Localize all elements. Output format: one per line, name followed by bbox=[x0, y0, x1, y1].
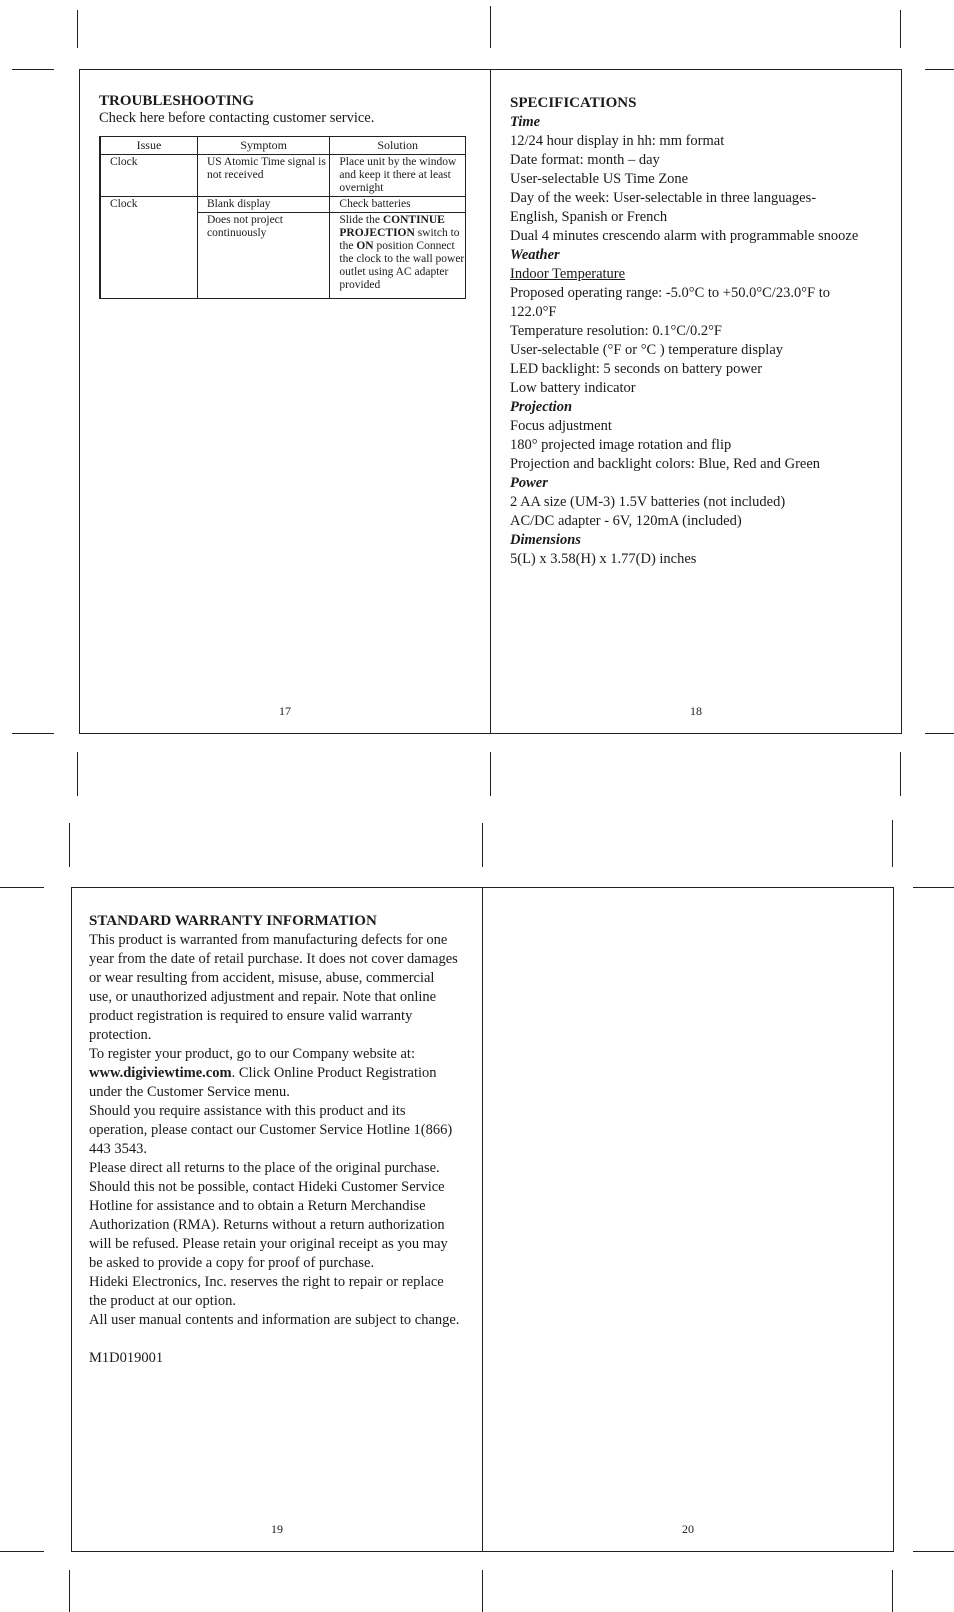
warranty-text: To register your product, go to our Company website at: bbox=[89, 1046, 415, 1062]
crop-mark bbox=[69, 823, 70, 867]
spec-line: Day of the week: User-selectable in three languages- bbox=[510, 190, 817, 206]
spec-line: 2 AA size (UM-3) 1.5V batteries (not included) bbox=[510, 494, 786, 510]
warranty-paragraph: This product is warranted from manufacturing defects for one year from the date of retail purchase. It does not cover damages or wear resulting from accident, misuse, abuse, commercial use, or unauthorized adjustment and repair. Note that online product registration is required to ensure valid warranty protection. bbox=[89, 932, 458, 1043]
crop-mark bbox=[900, 10, 901, 48]
crop-mark bbox=[482, 823, 483, 867]
page-number: 17 bbox=[279, 704, 291, 718]
spec-line: AC/DC adapter - 6V, 120mA (included) bbox=[510, 513, 742, 529]
crop-mark bbox=[490, 752, 491, 796]
table-row bbox=[100, 155, 466, 197]
crop-mark bbox=[892, 820, 893, 867]
page-17 bbox=[80, 70, 490, 733]
issue-cell: Clock bbox=[100, 197, 197, 213]
spec-subsection-indoor-temperature: Indoor Temperature bbox=[510, 266, 626, 282]
spec-line: 5(L) x 3.58(H) x 1.77(D) inches bbox=[510, 551, 697, 567]
spec-line: 12/24 hour display in hh: mm format bbox=[510, 133, 725, 149]
warranty-paragraph bbox=[89, 1045, 461, 1102]
spec-line: Temperature resolution: 0.1°C/0.2°F bbox=[510, 323, 722, 339]
crop-mark bbox=[482, 1570, 483, 1612]
table-row bbox=[100, 197, 466, 213]
warranty-text: . Click Online Product Registration under the Customer Service menu. bbox=[89, 1065, 437, 1100]
crop-mark bbox=[900, 752, 901, 796]
troubleshooting-heading: TROUBLESHOOTING bbox=[99, 93, 255, 109]
website-link[interactable]: www.digiviewtime.com bbox=[89, 1065, 232, 1081]
spec-section-time: Time bbox=[510, 114, 541, 130]
crop-mark bbox=[0, 1551, 44, 1552]
table-header-row bbox=[100, 137, 466, 155]
page-18 bbox=[491, 70, 901, 733]
column-header-symptom: Symptom bbox=[197, 137, 329, 155]
spec-line: User-selectable (°F or °C ) temperature display bbox=[510, 342, 784, 358]
solution-cell: Check batteries bbox=[330, 197, 466, 213]
spec-section-dimensions: Dimensions bbox=[510, 532, 581, 548]
crop-mark bbox=[0, 887, 44, 888]
crop-mark bbox=[913, 887, 954, 888]
symptom-cell: Does not project continuously bbox=[197, 213, 329, 299]
specifications-heading: SPECIFICATIONS bbox=[510, 95, 637, 111]
spec-line: 180° projected image rotation and flip bbox=[510, 437, 732, 453]
solution-text: position Connect the clock to the wall power outlet using AC adapter provided bbox=[339, 240, 465, 291]
spec-line: Date format: month – day bbox=[510, 152, 660, 168]
crop-mark bbox=[77, 10, 78, 48]
spec-line: 122.0°F bbox=[510, 304, 557, 320]
solution-switch-name: CONTINUE PROJECTION bbox=[339, 214, 445, 239]
crop-mark bbox=[913, 1551, 954, 1552]
issue-cell: Clock bbox=[100, 155, 197, 197]
troubleshooting-intro: Check here before contacting customer service. bbox=[99, 110, 375, 126]
page-number: 20 bbox=[682, 1522, 694, 1536]
spec-line: LED backlight: 5 seconds on battery power bbox=[510, 361, 763, 377]
solution-text: Slide the bbox=[339, 214, 383, 226]
spec-line: English, Spanish or French bbox=[510, 209, 668, 225]
solution-switch-position: ON bbox=[356, 240, 374, 252]
spec-line: Projection and backlight colors: Blue, Red and Green bbox=[510, 456, 821, 472]
spec-section-projection: Projection bbox=[510, 399, 573, 415]
column-header-issue: Issue bbox=[100, 137, 197, 155]
solution-cell bbox=[330, 213, 466, 299]
crop-mark bbox=[12, 69, 54, 70]
symptom-cell: Blank display bbox=[197, 197, 329, 213]
crop-mark bbox=[925, 69, 954, 70]
spec-line: Proposed operating range: -5.0°C to +50.0°C/23.0°F to bbox=[510, 285, 830, 301]
issue-cell bbox=[100, 213, 197, 299]
spec-section-power: Power bbox=[510, 475, 548, 491]
solution-text: switch to the bbox=[339, 227, 460, 252]
column-header-solution: Solution bbox=[330, 137, 466, 155]
spec-line: Dual 4 minutes crescendo alarm with programmable snooze bbox=[510, 228, 859, 244]
crop-mark bbox=[69, 1570, 70, 1612]
warranty-paragraph: Should you require assistance with this product and its operation, please contact our Customer Service Hotline 1(866) 443 3543. bbox=[89, 1103, 453, 1157]
page-19 bbox=[72, 888, 482, 1551]
sheet-bottom bbox=[71, 887, 894, 1552]
model-code: M1D019001 bbox=[89, 1350, 164, 1366]
page-20 bbox=[483, 888, 893, 1551]
spec-line: Focus adjustment bbox=[510, 418, 612, 434]
warranty-paragraph: Please direct all returns to the place of the original purchase. Should this not be possible, contact Hideki Customer Service Hotline for assistance and to obtain a Return Merchandise Authorization (RMA). Returns without a return authorization will be refused. Please retain your original receipt as you may be asked to provide a copy for proof of purchase. bbox=[89, 1160, 448, 1271]
symptom-cell: US Atomic Time signal is not received bbox=[197, 155, 329, 197]
crop-mark bbox=[490, 6, 491, 48]
warranty-heading: STANDARD WARRANTY INFORMATION bbox=[89, 913, 377, 929]
warranty-paragraph: All user manual contents and information are subject to change. bbox=[89, 1312, 460, 1328]
crop-mark bbox=[925, 733, 954, 734]
table-row bbox=[100, 213, 466, 299]
troubleshooting-table bbox=[99, 136, 466, 299]
spec-line: Low battery indicator bbox=[510, 380, 636, 396]
crop-mark bbox=[12, 733, 54, 734]
sheet-top bbox=[79, 69, 902, 734]
page-number: 18 bbox=[690, 704, 702, 718]
spec-line: User-selectable US Time Zone bbox=[510, 171, 689, 187]
crop-mark bbox=[77, 752, 78, 796]
solution-cell: Place unit by the window and keep it there at least overnight bbox=[330, 155, 466, 197]
page-number: 19 bbox=[271, 1522, 283, 1536]
spec-section-weather: Weather bbox=[510, 247, 560, 263]
crop-mark bbox=[892, 1570, 893, 1612]
warranty-paragraph: Hideki Electronics, Inc. reserves the right to repair or replace the product at our option. bbox=[89, 1274, 444, 1309]
